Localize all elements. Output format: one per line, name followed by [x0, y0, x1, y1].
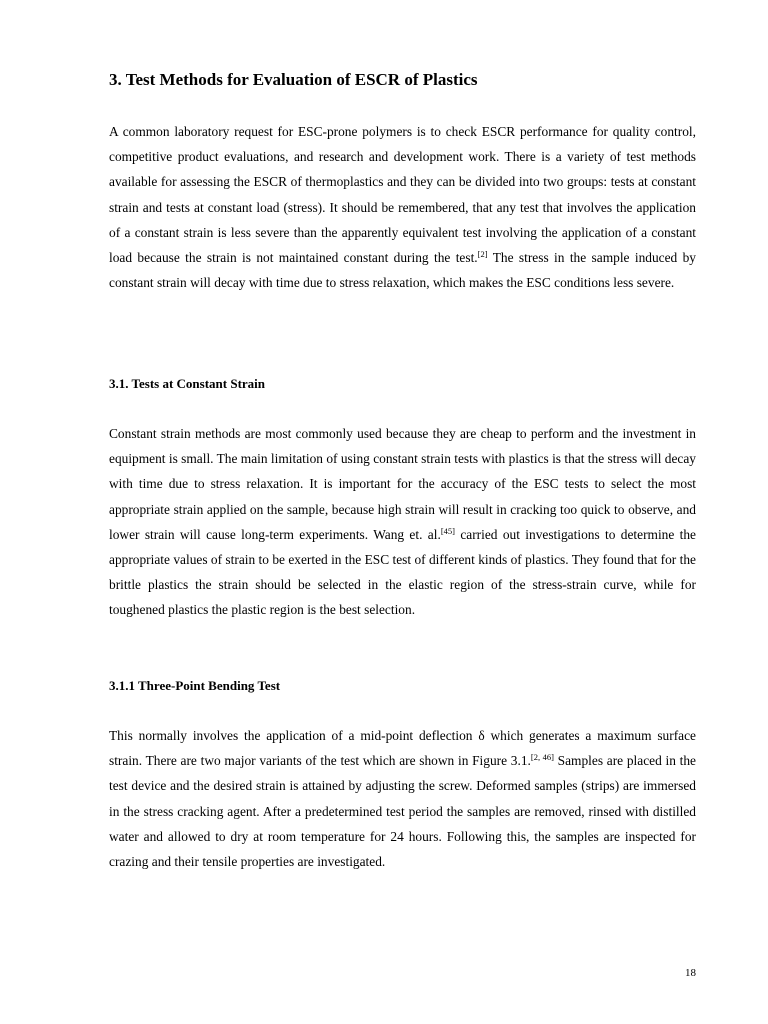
intro-paragraph	[109, 119, 696, 295]
text-run: Constant strain methods are most commonly used because they are cheap to perform and the investment in equipment is small. The main limitation of using constant strain tests with plastics is that the stress will decay with time due to stress relaxation. It is important for the accuracy of the ESC tests to select the most appropriate strain applied on the sample, because high strain will result in cracking too quick to observe, and lower strain will cause long-term experiments. Wang et. al.	[109, 426, 696, 542]
text-run: Samples are placed in the test device and the desired strain is attained by adjusting the screw. Deformed samples (strips) are immersed in the stress cracking agent. After a predetermined test period the samples are removed, rinsed with distilled water and allowed to dry at room temperature for 24 hours. Following this, the samples are inspected for crazing and their tensile properties are investigated.	[109, 753, 696, 870]
citation: [2, 46]	[530, 752, 554, 763]
subsection-heading: 3.1. Tests at Constant Strain	[109, 376, 266, 391]
text-run: A common laboratory request for ESC-prone polymers is to check ESCR performance for quality control, competitive product evaluations, and research and development work. There is a variety of test methods available for assessing the ESCR of thermoplastics and they can be divided into two groups: tests at constant strain and tests at constant load (stress). It should be remembered, that any test that involves the application of a constant strain is less severe than the apparently equivalent test involving the application of a constant load because the strain is not maintained constant during the test.	[109, 124, 696, 266]
text-run: carried out investigations to determine the appropriate values of strain to be exerted in the ESC test of different kinds of plastics. They found that for the brittle plastics the strain should be selected in the elastic region of the stress-strain curve, while for toughened plastics the plastic region is the best selection.	[109, 526, 696, 618]
three-point-bending-paragraph	[109, 723, 696, 874]
text-run: This normally involves the application of a mid-point deflection δ which generates a maximum surface strain. There are two major variants of the test which are shown in Figure 3.1.	[109, 728, 696, 769]
section-heading: 3. Test Methods for Evaluation of ESCR of Plastics	[109, 70, 478, 89]
text-run: The stress in the sample induced by constant strain will decay with time due to stress relaxation, which makes the ESC conditions less severe.	[109, 250, 696, 291]
citation: [45]	[440, 525, 455, 536]
page-number: 18	[685, 967, 696, 979]
citation: [2]	[477, 249, 488, 260]
subsubsection-heading: 3.1.1 Three-Point Bending Test	[109, 678, 281, 693]
constant-strain-paragraph	[109, 421, 696, 623]
